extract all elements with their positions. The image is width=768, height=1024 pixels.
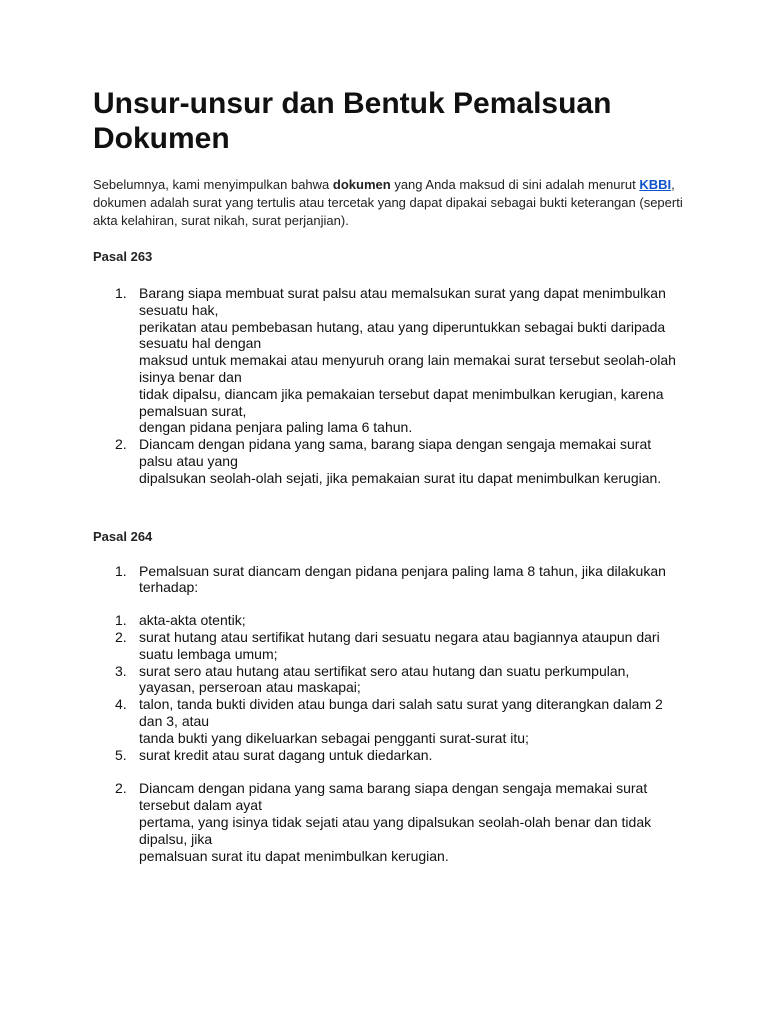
list-item-text: surat sero atau hutang atau sertifikat sero atau hutang dan suatu perkumpulan, yayasan, perseroan atau maskapai;: [139, 662, 630, 696]
list-item: [93, 747, 683, 764]
list-item: [93, 629, 683, 663]
list-item: [93, 563, 683, 597]
list-item-text: maksud untuk memakai atau menyuruh orang lain memakai surat tersebut seolah-olah isinya benar dan: [139, 352, 676, 385]
list-item-text: dipalsukan seolah-olah sejati, jika pemakaian surat itu dapat menimbulkan kerugian.: [139, 469, 662, 486]
list-item-number: 2.: [115, 628, 127, 645]
intro-text-1: Sebelumnya, kami menyimpulkan bahwa: [93, 177, 333, 192]
list-item-number: 1.: [115, 612, 127, 629]
intro-bold-term: dokumen: [332, 177, 391, 192]
document-page: [93, 86, 683, 864]
kbbi-link[interactable]: KBBI: [639, 177, 672, 192]
pasal-264-sublist: [93, 612, 683, 763]
list-item-text: talon, tanda bukti dividen atau bunga dari salah satu surat yang diterangkan dalam 2 dan 3, atau: [139, 696, 663, 729]
list-item-number: 3.: [115, 662, 127, 679]
list-item-number: 5.: [115, 746, 127, 763]
list-item: [93, 436, 683, 486]
list-item-text: tanda bukti yang dikeluarkan sebagai pengganti surat-surat itu;: [139, 729, 529, 746]
page-title: Unsur-unsur dan Bentuk Pemalsuan Dokumen: [93, 87, 612, 155]
pasal-264-heading: Pasal 264: [93, 528, 153, 544]
pasal-263-heading: Pasal 263: [93, 249, 153, 264]
intro-paragraph: [93, 176, 683, 230]
list-item: [93, 696, 683, 746]
list-item-text: Diancam dengan pidana yang sama barang siapa dengan sengaja memakai surat tersebut dalam ayat: [139, 780, 648, 814]
list-item-text: surat hutang atau sertifikat hutang dari sesuatu negara atau bagiannya ataupun dari suatu lembaga umum;: [139, 628, 660, 662]
list-item-text: pemalsuan surat itu dapat menimbulkan kerugian.: [139, 847, 449, 864]
list-item: [93, 663, 683, 697]
list-item-number: 2.: [115, 780, 127, 797]
list-item-text: surat kredit atau surat dagang untuk diedarkan.: [139, 746, 433, 763]
intro-text-3: , dokumen adalah surat yang tertulis atau tercetak yang dapat dipakai sebagai bukti keterangan (seperti akta kelahiran, surat nikah, surat perjanjian).: [93, 177, 683, 228]
list-item-text: Pemalsuan surat diancam dengan pidana penjara paling lama 8 tahun, jika dilakukan terhadap:: [139, 562, 666, 596]
list-item-text: akta-akta otentik;: [139, 612, 246, 629]
list-item-number: 4.: [115, 696, 127, 713]
list-item-text: dengan pidana penjara paling lama 6 tahun.: [139, 419, 413, 436]
pasal-264-list: [93, 563, 683, 597]
list-item-number: 1.: [115, 285, 127, 301]
list-item-text: Diancam dengan pidana yang sama, barang siapa dengan sengaja memakai surat palsu atau yang: [139, 436, 652, 469]
intro-text-2: yang Anda maksud di sini adalah menurut: [390, 177, 640, 192]
list-item-number: 2.: [115, 436, 127, 453]
list-item: [93, 780, 683, 864]
list-item-text: pertama, yang isinya tidak sejati atau yang dipalsukan seolah-olah benar dan tidak dipalsu, jika: [139, 813, 652, 847]
pasal-264-list-continued: [93, 780, 683, 864]
list-item: [93, 612, 683, 629]
pasal-263-list: [93, 285, 683, 487]
list-item-number: 1.: [115, 562, 127, 579]
list-item-text: Barang siapa membuat surat palsu atau memalsukan surat yang dapat menimbulkan sesuatu hak,: [139, 285, 666, 318]
list-item-text: perikatan atau pembebasan hutang, atau yang diperuntukkan sebagai bukti daripada sesuatu hal dengan: [139, 318, 666, 352]
list-item: [93, 285, 683, 436]
list-item-text: tidak dipalsu, diancam jika pemakaian tersebut dapat menimbulkan kerugian, karena pemalsuan surat,: [139, 385, 664, 419]
